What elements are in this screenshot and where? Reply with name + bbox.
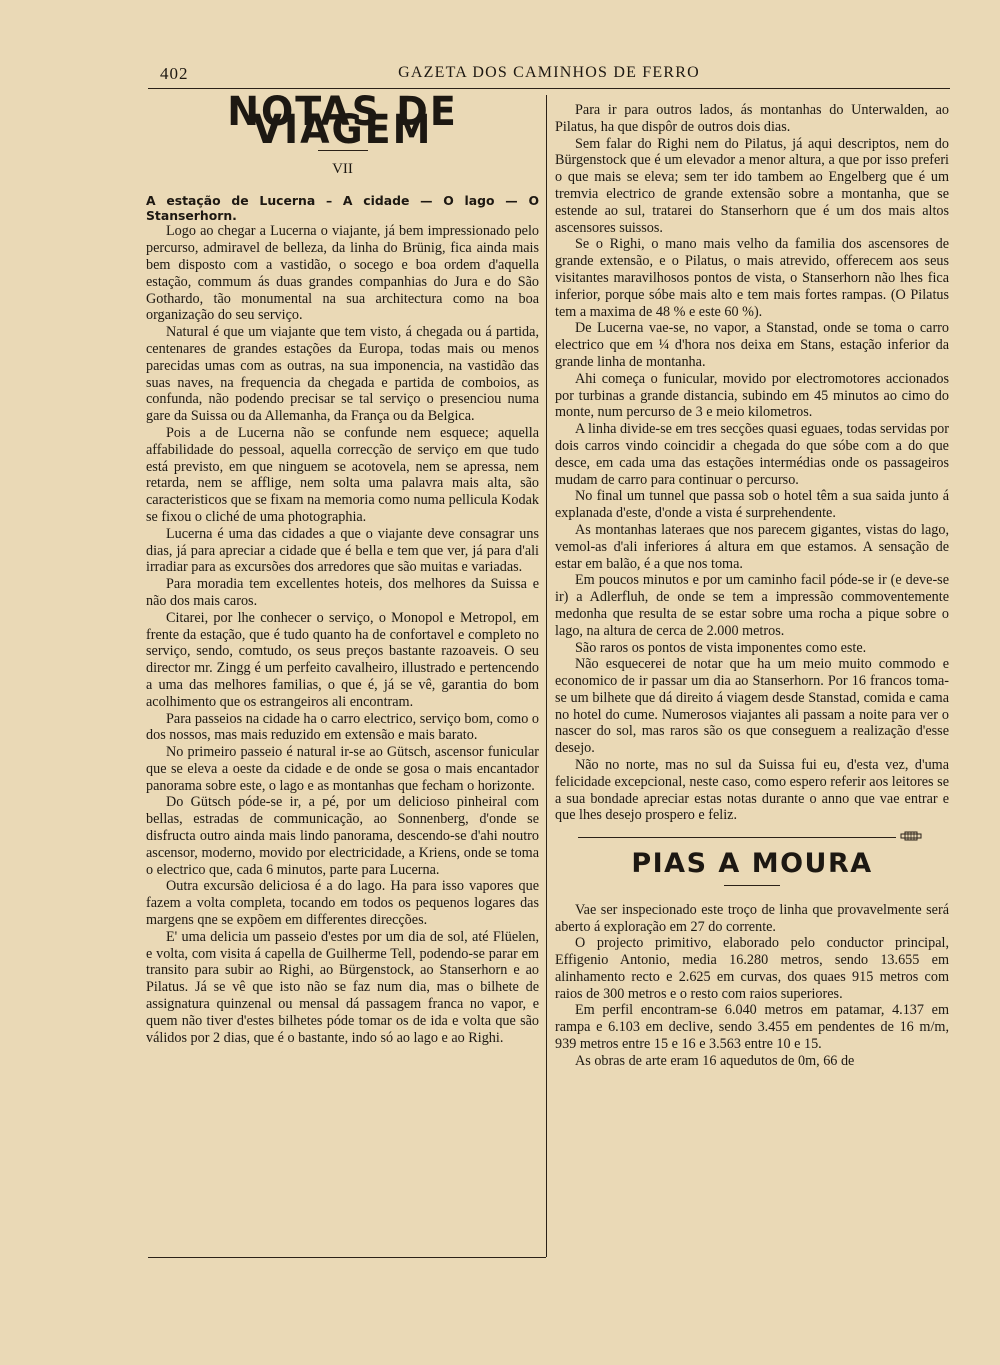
paragraph: Pois a de Lucerna não se confunde nem esquece; aquella affabilidade do pessoal, aquella correcção de serviço em que tudo está previsto, em que ninguem se acotovela, nem se apressa, nem retarda, nem se afflige, nem solta uma palavra mais alta, são caracteristicos que se fixam na memoria como numa pellicula Kodak se fixou o cliché de uma photographia. [146,424,539,525]
paragraph: Vae ser inspecionado este troço de linha que provavelmente será aberto á exploração em 27 do corrente. [555,901,949,935]
paragraph: A linha divide-se em tres secções quasi eguaes, todas servidas por dois carros vindo coincidir a chegada do que sóbe com a do que desce, em cada uma das estações intermédias onde os passageiros mudam de carro para continuar o percurso. [555,421,949,488]
chapter-number: VII [332,160,353,177]
paragraph: E' uma delicia um passeio d'estes por um dia de sol, até Flüelen, e volta, com visita á capella de Guilherme Tell, podendo-se parar em transito para subir ao Righi, ao Bürgenstock, ao Stanserhorn e ao Pilatus. Já se vê que isto não se faz num dia, mas o bilhete de assignatura quinzenal ou mensal dá passagem franca no vapor, e quem não tiver d'estes bilhetes póde tomar os de ida e volta que são válidos por 2 dias, que é o bastante, indo só ao lago e ao Righi. [146,928,539,1046]
paragraph: As montanhas lateraes que nos parecem gigantes, vistas do lago, vemol-as d'ali inferiores á altura em que estamos. A sensação de estar em balão, é a que nos toma. [555,521,949,572]
paragraph: Logo ao chegar a Lucerna o viajante, já bem impressionado pelo percurso, admiravel de belleza, da linha do Brünig, fica ainda mais bem disposto com a vastidão, o socego e boa ordem d'aquella estação, commum ás duas grandes companhias do Jura e do São Gothardo, tão monumental na sua architectura como na boa organização do seu serviço. [146,223,539,324]
paragraph: O projecto primitivo, elaborado pelo conductor principal, Effigenio Antonio, media 16.280 metros, sendo 13.655 em alinhamento recto e 2.625 em curvas, dos quaes 915 metros com raios de 300 metros e o resto com raios superiores. [555,935,949,1002]
paragraph: Ahi começa o funicular, movido por electromotores accionados por turbinas a grande distancia, subindo em 45 minutos ao cimo do monte, num percurso de 3 e meio kilometros. [555,370,949,421]
article-subheading: A estação de Lucerna – A cidade — O lago — O Stanserhorn. [146,193,539,224]
page-header [148,64,950,88]
paragraph: Do Gütsch póde-se ir, a pé, por um delicioso pinheiral com bellas, estradas de communicação, ao Sonnenberg, d'onde se disfructa outro ainda mais lindo panorama, descendo-se d'ahi noutro ascensor, moderno, movido por electricidade, a Kriens, onde se toma o electrico que, cada 6 minutos, parte para Lucerna. [146,794,539,878]
paragraph: Para passeios na cidade ha o carro electrico, serviço bom, como o dos nossos, mas mais reduzido em extensão e mais barato. [146,710,539,744]
paragraph: Sem falar do Righi nem do Pilatus, já aqui descriptos, nem do Bürgenstock que é um elevador a menor altura, a que por isso preferi o que mais se eleva; sem ter ido tambem ao Engelberg que é um tremvia electrico de grande extensão sobre a montanha, que se estende ao sul, tratarei do Stanserhorn que é um dos mais altos ascensores suissos. [555,135,949,236]
paragraph: Outra excursão deliciosa é a do lago. Ha para isso vapores que fazem a volta completa, tocando em todos os pequenos logares das margens qne se expõem em differentes direcções. [146,878,539,929]
paragraph: Para moradia tem excellentes hoteis, dos melhores da Suissa e não dos mais caros. [146,576,539,609]
paragraph: Em perfil encontram-se 6.040 metros em patamar, 4.137 em rampa e 6.103 em declive, sendo 3.455 em pendentes de 16 m/m, 939 metros entre 15 e 16 e 3.563 entre 10 e 15. [555,1002,949,1053]
paragraph: São raros os pontos de vista imponentes como este. [575,639,867,656]
paragraph: No final um tunnel que passa sob o hotel têm a sua saida junto á explanada d'este, d'onde a vista é surprehendente. [555,488,949,522]
paragraph: As obras de arte eram 16 aquedutos de 0m, 66 de [575,1052,855,1069]
column-divider [546,95,547,1257]
paragraph: De Lucerna vae-se, no vapor, a Stanstad, onde se toma o carro electrico que em ¼ d'hora nos deixa em Stans, estação inferior da grande linha de montanha. [555,320,949,370]
spacer [555,886,949,902]
paragraph: Em poucos minutos e por um caminho facil póde-se ir (e deve-se ir) a Adlerfluh, de onde se tem a impressão commoventemente medonha que resulta de se estar sobre uma rocha a pique sobre o lago, na altura de cerca de 2.000 metros. [555,572,949,639]
article-title: NOTAS DE VIAGEM [227,88,458,153]
article-title-2: PIAS A MOURA [631,847,873,879]
paragraph: Citarei, por lhe conhecer o serviço, o Monopol e Metropol, em frente da estação, que é tudo quanto ha de confortavel e completo no serviço, sendo, comtudo, os seus preços bastante razoaveis. O seu director mr. Zingg é um perfeito cavalheiro, illustrado e pertencendo a uma das melhores familias, o que é, já se vê, garantia do bom acolhimento que os estrangeiros ali encontram. [146,609,539,710]
paragraph: Não esquecerei de notar que ha um meio muito commodo e economico de ir passar um dia ao Stanserhorn. Por 16 francos toma-se um bilhete que dá direito á viagem desde Stanstad, comida e cama no hotel do cume. Numerosos viajantes ali passam a noite para ver o nascer do sol, mas raros são os que conseguem a realização d'esse desejo. [555,656,949,757]
paragraph: Para ir para outros lados, ás montanhas do Unterwalden, ao Pilatus, ha que dispôr de outros dois dias. [555,102,949,135]
paragraph: Não no norte, mas no sul da Suissa fui eu, d'esta vez, d'uma felicidade excepcional, neste caso, como espero referir aos leitores se a sua bondade apreciar estas notas durante o anno que vae entrar e que lhes desejo prospero e feliz. [555,757,949,824]
paragraph: Se o Righi, o mano mais velho da familia dos ascensores de grande extensão, e o Pilatus, o mais atrevido, offerecem aos seus visitantes maravilhosos pontos de vista, o Stanserhorn não lhes fica inferior, porque sóbe mais alto e tem mais fortes rampas. (O Pilatus tem a maxima de 48 % e este 60 %). [555,236,949,320]
ornament-line [578,837,896,838]
journal-title: GAZETA DOS CAMINHOS DE FERRO [398,64,700,81]
paragraph: Natural é que um viajante que tem visto, á chegada ou á partida, centenares de grandes estações da Europa, todas mais ou menos parecidas umas com as outras, na sua imponencia, na vastidão das suas naves, na frequencia da chegada e partida de comboios, as confunda, não podendo precisar se tal serviço o presenciou numa gare da Suissa ou da Allemanha, da França ou da Belgica. [146,324,539,425]
left-column [146,88,539,1046]
left-column-bottom-rule [148,1257,546,1258]
paragraph: Lucerna é uma das cidades a que o viajante deve consagrar uns dias, já para apreciar a cidade que é bella e tem que ver, já para d'ali irradiar para as excursões dos arredores que são muitas e variadas. [146,525,539,576]
paragraph: No primeiro passeio é natural ir-se ao Gütsch, ascensor funicular que se eleva a oeste da cidade e de onde se gosa o mais encantador panorama sobre este, o lago e as montanhas que fecham o horizonte. [146,744,539,794]
section-ornament [555,828,949,846]
ornament-icon [900,829,922,846]
right-column [555,102,949,1070]
page-number: 402 [160,64,189,83]
